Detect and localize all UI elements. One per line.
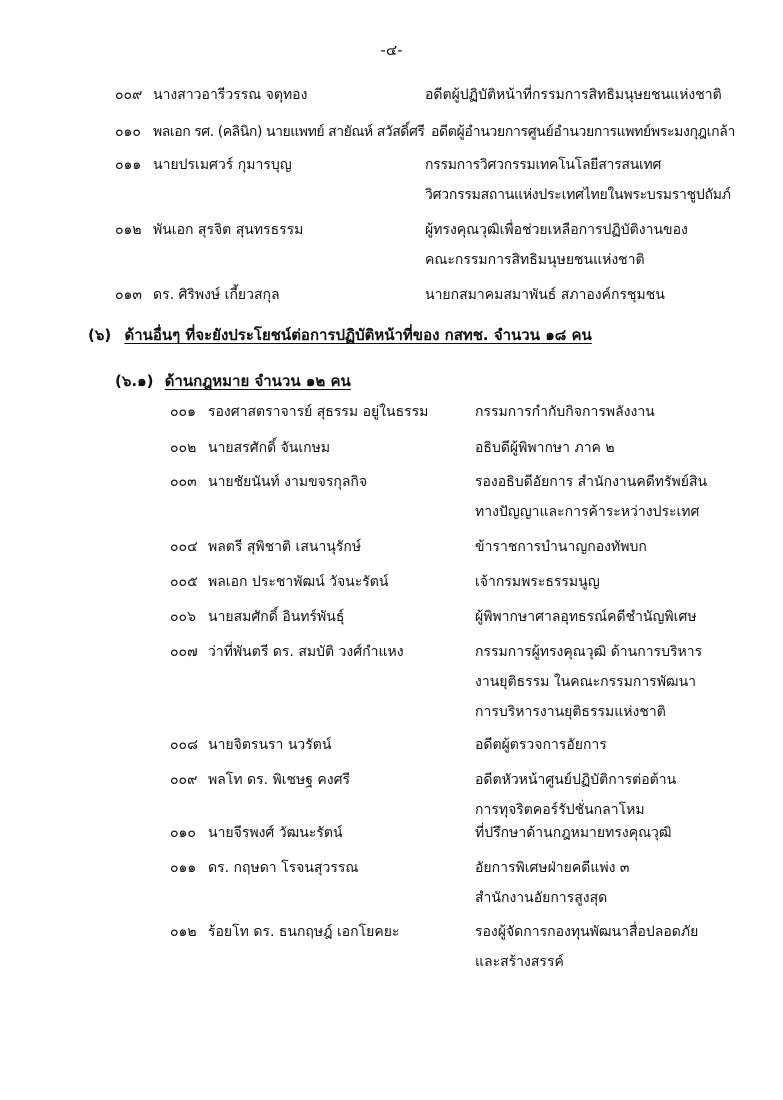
position-line: นายกสมาคมสมาพันธ์ สภาองค์กรชุมชน	[425, 287, 665, 303]
list-item	[170, 467, 770, 527]
position-line: เจ้ากรมพระธรรมนูญ	[475, 574, 600, 590]
list-item	[170, 853, 770, 913]
section-6-title: ด้านอื่นๆ ที่จะยังประโยชน์ต่อการปฏิบัติหน้าที่ของ กสทช. จำนวน ๑๘ คน	[124, 326, 592, 344]
item-number: ๐๑๒	[115, 222, 142, 238]
position-line: ผู้ทรงคุณวุฒิเพื่อช่วยเหลือการปฏิบัติงานของ	[425, 222, 688, 238]
list-item	[170, 397, 770, 427]
position-line: อัยการพิเศษฝ่ายคดีแพ่ง ๓	[475, 860, 630, 876]
item-number: ๐๑๓	[115, 287, 143, 303]
position-line: ทางปัญญาและการค้าระหว่างประเทศ	[475, 504, 700, 520]
member-name: พลตรี สุพิชาติ เสนานุรักษ์	[208, 539, 362, 555]
member-position	[425, 80, 722, 110]
member-position	[475, 567, 600, 597]
list-item	[115, 150, 755, 210]
item-number: ๐๑๑	[170, 860, 197, 876]
section-6-1-heading	[115, 366, 351, 396]
member-name: นายชัยนันท์ งามขจรกุลกิจ	[208, 474, 368, 490]
member-position	[475, 397, 655, 427]
member-name: นายปรเมศวร์ กุมารบุญ	[153, 157, 292, 173]
member-position	[475, 532, 647, 562]
position-line: อธิบดีผู้พิพากษา ภาค ๒	[475, 440, 615, 456]
member-name: ดร. ศิริพงษ์ เกี้ยวสกุล	[153, 287, 280, 303]
item-number: ๐๐๖	[170, 609, 196, 625]
member-name: นางสาวอารีวรรณ จตุทอง	[153, 87, 308, 103]
position-line: อดีตผู้ปฏิบัติหน้าที่กรรมการสิทธิมนุษยชนแห่งชาติ	[425, 87, 722, 103]
position-line: สำนักงานอัยการสูงสุด	[475, 890, 608, 906]
member-position	[425, 280, 665, 310]
section-6-number: (๖)	[88, 326, 112, 344]
item-number: ๐๐๑	[170, 404, 196, 420]
list-item	[170, 818, 770, 848]
list-item	[170, 730, 770, 760]
item-number: ๐๐๕	[170, 574, 198, 590]
list-item	[170, 433, 770, 463]
list-item	[170, 765, 770, 825]
member-name: พลเอก ประชาพัฒน์ วัจนะรัตน์	[208, 574, 389, 590]
member-position	[475, 730, 607, 760]
item-number: ๐๑๑	[115, 157, 142, 173]
member-name: ร้อยโท ดร. ธนกฤษฎ์ เอกโยคยะ	[208, 924, 400, 940]
list-item	[115, 80, 755, 110]
member-position	[475, 853, 629, 913]
list-item	[170, 567, 770, 597]
member-position	[425, 215, 688, 275]
member-position	[475, 602, 697, 632]
member-name: นายจิตรนรา นวรัตน์	[208, 737, 332, 753]
page-number: -๔-	[380, 41, 403, 59]
member-name: พลโท ดร. พิเชษฐ คงศรี	[208, 772, 351, 788]
member-name: นายจีรพงศ์ วัฒนะรัตน์	[208, 825, 343, 841]
member-name: ว่าที่พันตรี ดร. สมบัติ วงศ์กำแหง	[208, 644, 404, 660]
member-position	[431, 117, 735, 147]
list-item	[170, 532, 770, 562]
item-number: ๐๐๒	[170, 440, 197, 456]
item-number: ๐๐๙	[115, 87, 143, 103]
position-line: การทุจริตคอร์รัปชั่นกลาโหม	[475, 802, 645, 818]
member-name: ดร. กฤษดา โรจนสุวรรณ	[208, 860, 359, 876]
item-number: ๐๑๐	[115, 124, 141, 140]
member-position	[425, 150, 731, 210]
section-6-1-title: ด้านกฎหมาย จำนวน ๑๒ คน	[164, 372, 351, 390]
list-item	[170, 637, 770, 727]
position-line: ที่ปรึกษาด้านกฎหมายทรงคุณวุฒิ	[475, 825, 672, 841]
item-number: ๐๑๐	[170, 825, 196, 841]
item-number: ๐๐๓	[170, 474, 197, 490]
position-line: การบริหารงานยุติธรรมแห่งชาติ	[475, 704, 666, 720]
member-name: นายสรศักดิ์ จันเกษม	[208, 440, 331, 456]
list-item	[115, 215, 755, 275]
item-number: ๐๑๒	[170, 924, 197, 940]
position-line: รองอธิบดีอัยการ สำนักงานคดีทรัพย์สิน	[475, 474, 708, 490]
position-line: รองผู้จัดการกองทุนพัฒนาสื่อปลอดภัย	[475, 924, 699, 940]
member-name: นายสมศักดิ์ อินทร์พันธุ์	[208, 609, 345, 625]
member-position	[475, 467, 707, 527]
position-line: กรรมการผู้ทรงคุณวุฒิ ด้านการบริหาร	[475, 644, 703, 660]
item-number: ๐๐๙	[170, 772, 198, 788]
member-name: รองศาสตราจารย์ สุธรรม อยู่ในธรรม	[208, 404, 429, 420]
position-line: คณะกรรมการสิทธิมนุษยชนแห่งชาติ	[425, 252, 645, 268]
item-number: ๐๐๗	[170, 644, 198, 660]
member-name: พันเอก สุรจิต สุนทรธรรม	[153, 222, 304, 238]
section-6-heading	[88, 320, 592, 350]
member-position	[475, 917, 698, 977]
section-6-1-number: (๖.๑)	[115, 372, 154, 390]
list-item	[115, 280, 755, 310]
item-number: ๐๐๔	[170, 539, 198, 555]
position-line: ข้าราชการบำนาญกองทัพบก	[475, 539, 647, 555]
position-line: งานยุติธรรม ในคณะกรรมการพัฒนา	[475, 674, 697, 690]
member-position	[475, 433, 615, 463]
item-number: ๐๐๘	[170, 737, 198, 753]
position-line: และสร้างสรรค์	[475, 954, 564, 970]
position-line: กรรมการกำกับกิจการพลังงาน	[475, 404, 655, 420]
list-item	[115, 117, 755, 147]
list-item	[170, 917, 770, 977]
member-name: พลเอก รศ. (คลินิก) นายแพทย์ สายัณห์ สวัสดิ์ศรี	[153, 124, 425, 140]
position-line: กรรมการวิศวกรรมเทคโนโลยีสารสนเทศ	[425, 157, 662, 173]
position-line: อดีตผู้อำนวยการศูนย์อำนวยการแพทย์พระมงกุฎเกล้า	[431, 124, 735, 140]
list-item	[170, 602, 770, 632]
position-line: อดีตหัวหน้าศูนย์ปฏิบัติการต่อต้าน	[475, 772, 677, 788]
member-position	[475, 765, 676, 825]
member-position	[475, 637, 702, 727]
position-line: อดีตผู้ตรวจการอัยการ	[475, 737, 607, 753]
position-line: วิศวกรรมสถานแห่งประเทศไทยในพระบรมราชูปถัมภ์	[425, 187, 731, 203]
position-line: ผู้พิพากษาศาลอุทธรณ์คดีชำนัญพิเศษ	[475, 609, 697, 625]
member-position	[475, 818, 672, 848]
